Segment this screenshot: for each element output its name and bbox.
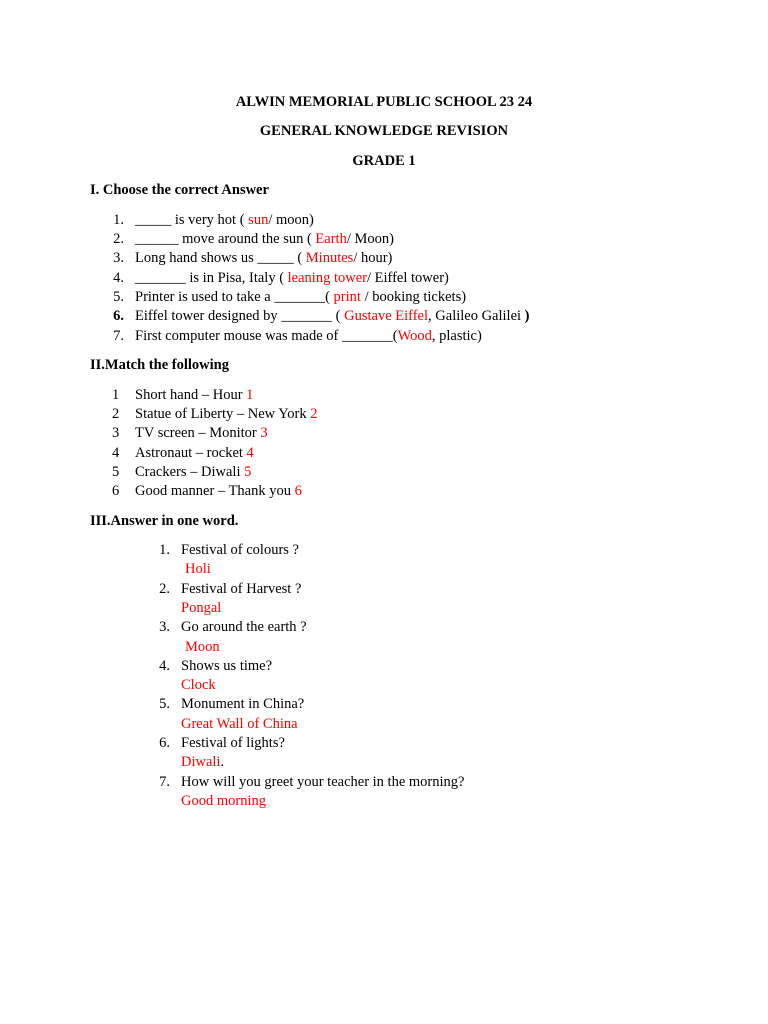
item-text: _______ is in Pisa, Italy ( leaning tower/ Eiffel tower) [135, 270, 449, 286]
item-number: 6. [159, 735, 170, 751]
answer-text: Diwali. [181, 754, 225, 770]
answer-text: Holi [185, 561, 211, 577]
section3-heading: III.Answer in one word. [90, 513, 239, 529]
item-number: 2. [159, 581, 170, 597]
item-text: Eiffel tower designed by _______ ( Gustave Eiffel, Galileo Galilei ) [135, 308, 530, 324]
answer-text: Moon [185, 639, 220, 655]
answer-text: Earth [315, 231, 347, 247]
answer-text: 5 [244, 464, 252, 480]
question-text: Shows us time? [181, 658, 273, 674]
answer-text: leaning tower [287, 270, 367, 286]
section2-heading: II.Match the following [90, 357, 229, 373]
item-text: Printer is used to take a _______( print / booking tickets) [135, 289, 467, 305]
answer-text: 1 [246, 387, 254, 403]
question-text: How will you greet your teacher in the morning? [181, 774, 465, 790]
item-number: 3. [113, 250, 124, 266]
answer-text: Minutes [305, 250, 354, 266]
item-number: 1 [112, 387, 120, 403]
item-number: 5. [159, 696, 170, 712]
question-text: Go around the earth ? [181, 619, 307, 635]
answer-text: Gustave Eiffel [344, 308, 429, 324]
item-text: _____ is very hot ( sun/ moon) [135, 212, 314, 228]
item-number: 1. [159, 542, 170, 558]
question-text: Monument in China? [181, 696, 305, 712]
item-number: 7. [159, 774, 170, 790]
answer-text: 3 [260, 425, 268, 441]
school-title: ALWIN MEMORIAL PUBLIC SCHOOL 23 24 [235, 94, 533, 110]
item-number: 2. [113, 231, 124, 247]
item-text: TV screen – Monitor 3 [135, 425, 268, 441]
answer-text: Wood [397, 328, 432, 344]
subject-title: GENERAL KNOWLEDGE REVISION [259, 123, 509, 139]
section1-heading: I. Choose the correct Answer [90, 182, 269, 198]
item-number: 6. [113, 308, 124, 324]
answer-text: Great Wall of China [181, 716, 298, 732]
item-text: Crackers – Diwali 5 [135, 464, 252, 480]
answer-text: sun [248, 212, 269, 228]
item-number: 4. [159, 658, 170, 674]
answer-text: Clock [181, 677, 216, 693]
item-text: First computer mouse was made of _______(Wood, plastic) [135, 328, 482, 344]
question-text: Festival of lights? [181, 735, 285, 751]
answer-text: 6 [294, 483, 302, 499]
answer-text: print [333, 289, 361, 305]
item-number: 6 [112, 483, 120, 499]
item-number: 4 [112, 445, 120, 461]
answer-text: 4 [246, 445, 254, 461]
answer-text: Good morning [181, 793, 266, 809]
item-number: 3 [112, 425, 120, 441]
answer-text: 2 [310, 406, 318, 422]
item-text: Good manner – Thank you 6 [135, 483, 302, 499]
item-number: 1. [113, 212, 124, 228]
item-number: 5. [113, 289, 124, 305]
answer-text: Pongal [181, 600, 222, 616]
question-text: Festival of colours ? [181, 542, 299, 558]
question-text: Festival of Harvest ? [181, 581, 302, 597]
item-text: Long hand shows us _____ ( Minutes/ hour) [135, 250, 393, 266]
item-text: ______ move around the sun ( Earth/ Moon) [135, 231, 394, 247]
item-number: 5 [112, 464, 120, 480]
item-number: 2 [112, 406, 120, 422]
item-number: 3. [159, 619, 170, 635]
grade-title: GRADE 1 [352, 153, 416, 169]
item-text: Short hand – Hour 1 [135, 387, 254, 403]
item-number: 7. [113, 328, 124, 344]
item-text: Statue of Liberty – New York 2 [135, 406, 318, 422]
item-number: 4. [113, 270, 124, 286]
item-text: Astronaut – rocket 4 [135, 445, 254, 461]
